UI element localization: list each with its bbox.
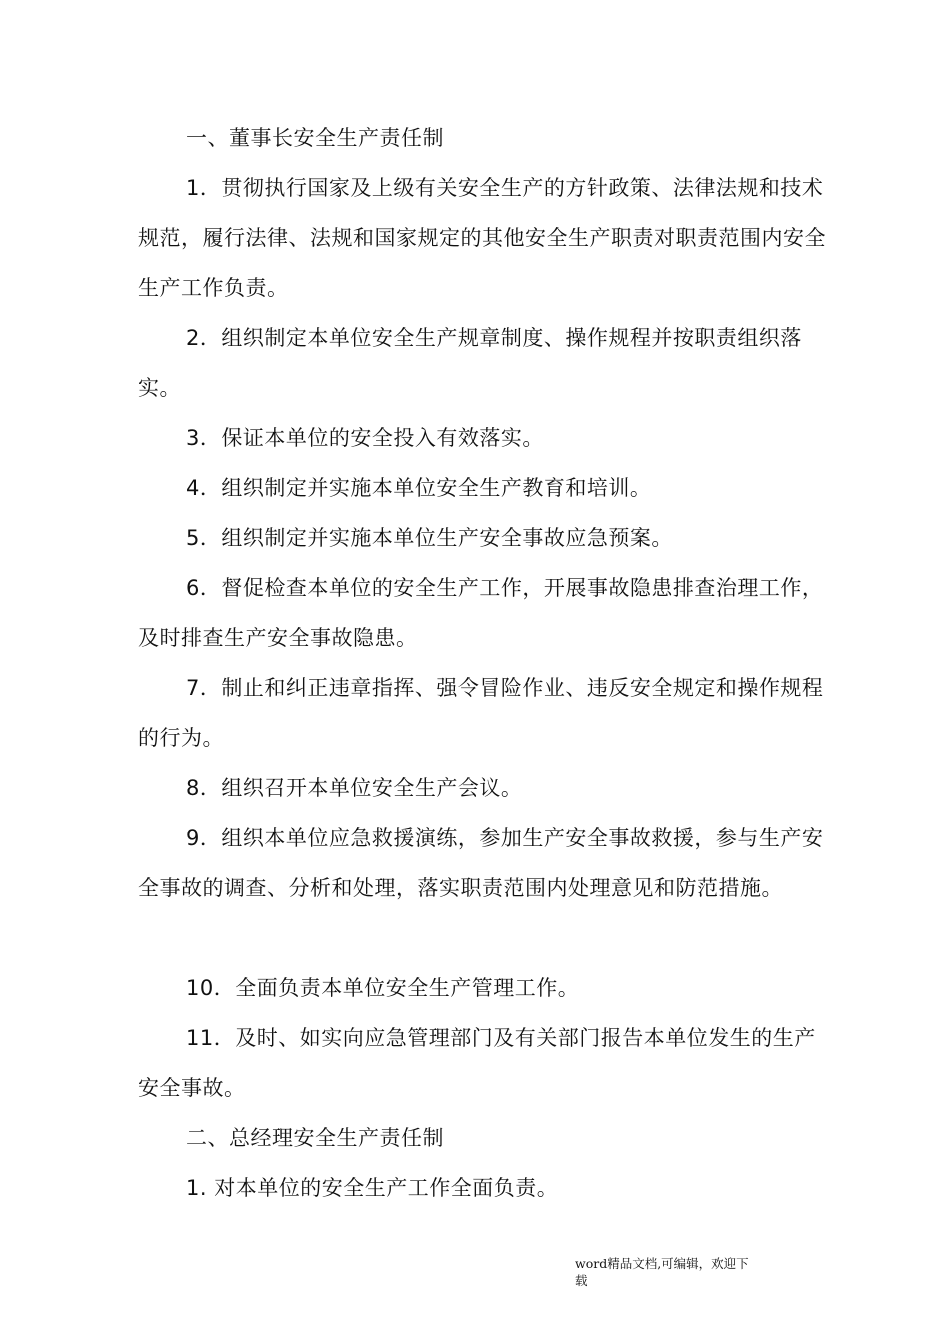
- footer-line-1: word精品文档,可编辑，欢迎下: [575, 1256, 749, 1271]
- paragraph-item-1: 1．贯彻执行国家及上级有关安全生产的方针政策、法律法规和技术规范，履行法律、法规和国家规定的其他安全生产职责对职责范围内安全生产工作负责。: [138, 176, 826, 300]
- paragraph-item-8: 8．组织召开本单位安全生产会议。: [186, 776, 523, 800]
- section-heading-general-manager: 二、总经理安全生产责任制: [186, 1126, 444, 1150]
- paragraph-item-7: 7．制止和纠正违章指挥、强令冒险作业、违反安全规定和操作规程的行为。: [138, 676, 824, 750]
- paragraph-item-2: 2．组织制定本单位安全生产规章制度、操作规程并按职责组织落实。: [138, 326, 802, 400]
- paragraph-item-6: 6．督促检查本单位的安全生产工作，开展事故隐患排查治理工作，及时排查生产安全事故隐患。: [138, 576, 824, 650]
- paragraph-item-4: 4．组织制定并实施本单位安全生产教育和培训。: [186, 476, 652, 500]
- paragraph-item-5: 5．组织制定并实施本单位生产安全事故应急预案。: [186, 526, 673, 550]
- paragraph-item-10: 10．全面负责本单位安全生产管理工作。: [186, 976, 580, 1000]
- paragraph-item-3: 3．保证本单位的安全投入有效落实。: [186, 426, 544, 450]
- paragraph-item-9: 9．组织本单位应急救援演练，参加生产安全事故救援，参与生产安全事故的调查、分析和处理，落实职责范围内处理意见和防范措施。: [138, 826, 824, 900]
- paragraph-item-11: 11．及时、如实向应急管理部门及有关部门报告本单位发生的生产安全事故。: [138, 1026, 816, 1100]
- footer-line-2: 载: [575, 1273, 588, 1288]
- section-heading-chairman: 一、董事长安全生产责任制: [186, 126, 444, 150]
- paragraph-gm-item-1: 1. 对本单位的安全生产工作全面负责。: [186, 1176, 559, 1200]
- footer-note: [575, 1255, 775, 1289]
